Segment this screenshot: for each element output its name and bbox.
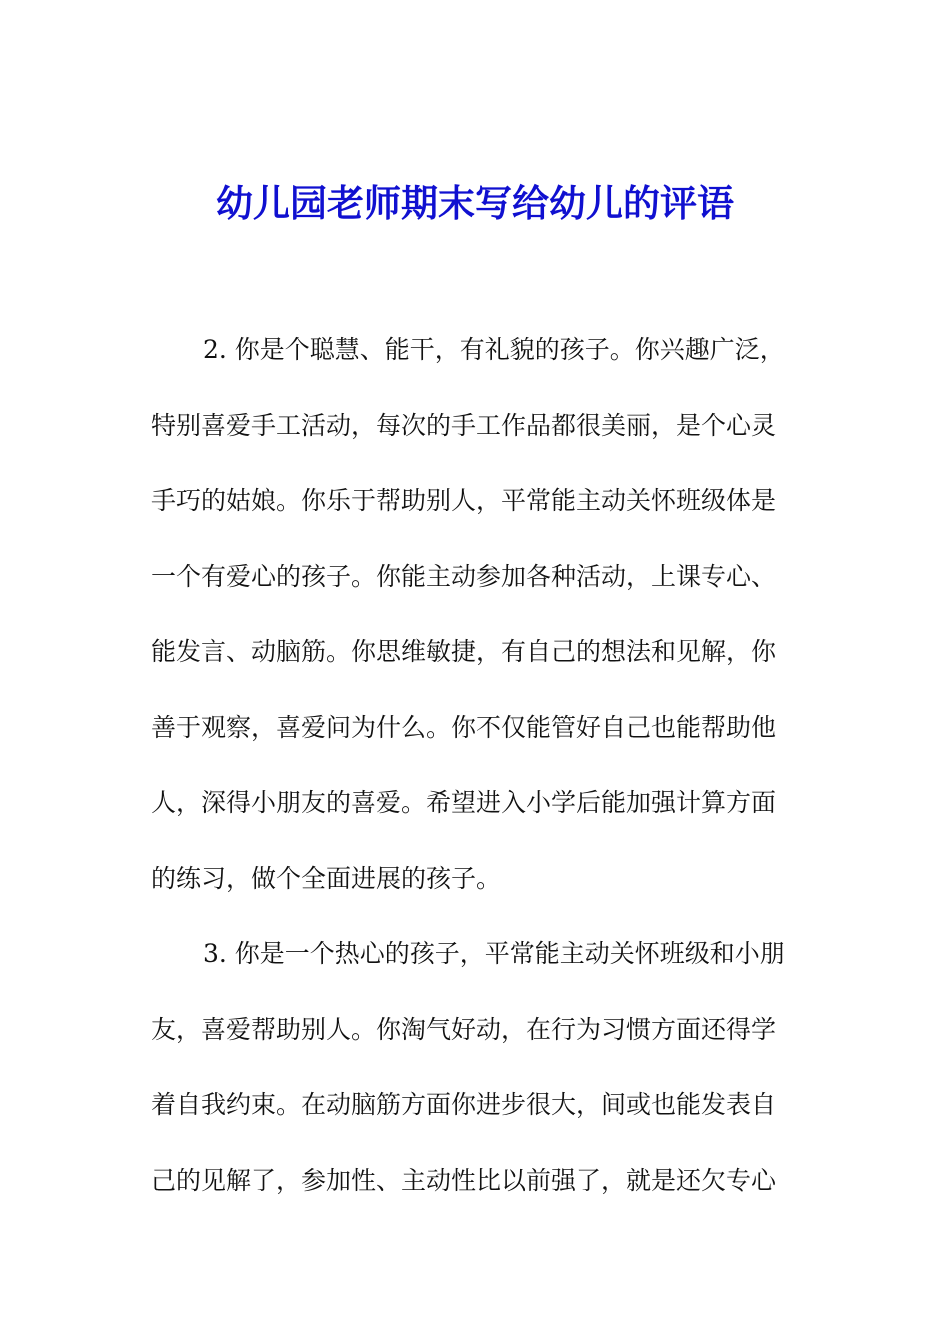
paragraph-line: 的练习，做个全面进展的孩子。 — [151, 863, 502, 893]
document-body — [151, 325, 811, 1231]
document-title: 幼儿园老师期末写给幼儿的评语 — [216, 181, 734, 225]
paragraph-line: 3. 你是一个热心的孩子，平常能主动关怀班级和小朋 — [203, 939, 785, 968]
paragraph-line: 人，深得小朋友的喜爱。希望进入小学后能加强计算方面 — [151, 788, 777, 817]
paragraph-line: 己的见解了，参加性、主动性比以前强了，就是还欠专心 — [151, 1165, 777, 1195]
paragraph-line: 一个有爱心的孩子。你能主动参加各种活动，上课专心、 — [151, 561, 777, 591]
paragraph-line: 能发言、动脑筋。你思维敏捷，有自己的想法和见解，你 — [151, 637, 777, 666]
paragraph-line: 善于观察，喜爱问为什么。你不仅能管好自己也能帮助他 — [151, 712, 777, 742]
paragraph-line: 友，喜爱帮助别人。你淘气好动，在行为习惯方面还得学 — [151, 1014, 777, 1044]
paragraph-line: 2. 你是个聪慧、能干，有礼貌的孩子。你兴趣广泛， — [203, 335, 785, 364]
paragraph-line: 手巧的姑娘。你乐于帮助别人，平常能主动关怀班级体是 — [151, 486, 777, 515]
paragraph-line: 着自我约束。在动脑筋方面你进步很大，间或也能发表自 — [151, 1090, 777, 1119]
paragraph-line: 特别喜爱手工活动，每次的手工作品都很美丽，是个心灵 — [151, 410, 777, 440]
